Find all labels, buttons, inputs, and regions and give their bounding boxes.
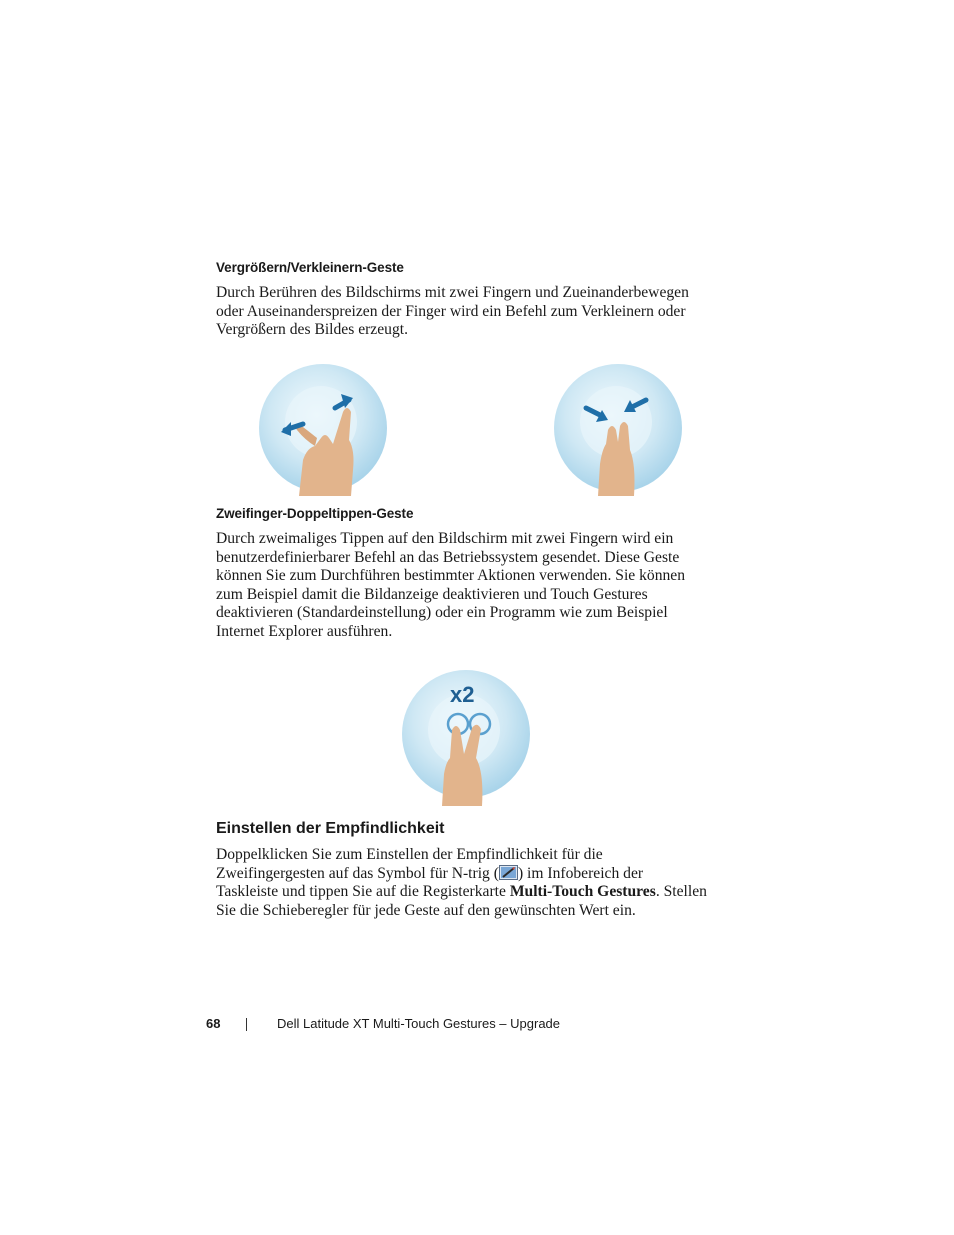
text-line: Sie die Schieberegler für jede Geste auf den gewünschten Wert ein.	[216, 901, 636, 919]
heading-zoom-gesture: Vergrößern/Verkleinern-Geste	[216, 260, 404, 275]
text-fragment: . Stellen	[655, 883, 707, 901]
text-line: Vergrößern des Bildes erzeugt.	[216, 321, 408, 339]
text-line: benutzerdefinierbarer Befehl an das Betriebssystem gesendet. Diese Geste	[216, 548, 680, 566]
double-tap-gesture-icon	[398, 666, 534, 806]
footer-divider	[246, 1018, 247, 1031]
paragraph-double-tap-gesture	[216, 530, 716, 642]
footer-title: Dell Latitude XT Multi-Touch Gestures – Upgrade	[277, 1016, 561, 1031]
paragraph-zoom-gesture	[216, 284, 716, 340]
text-line: oder Auseinanderspreizen der Finger wird ein Befehl zum Verkleinern oder	[216, 302, 686, 320]
text-line	[216, 865, 716, 884]
text-fragment: ) im Infobereich der	[517, 864, 644, 882]
double-tap-label: x2	[450, 682, 475, 707]
text-line: Durch zweimaliges Tippen auf den Bildschirm mit zwei Fingern wird ein	[216, 530, 674, 547]
text-line: Durch Berühren des Bildschirms mit zwei Fingern und Zueinanderbewegen	[216, 284, 689, 301]
ntrig-tray-icon	[499, 865, 518, 880]
text-line: deaktivieren (Standardeinstellung) oder ein Programm wie zum Beispiel	[216, 604, 668, 622]
text-line: zum Beispiel damit die Bildanzeige deaktivieren und Touch Gestures	[216, 585, 648, 603]
heading-double-tap-gesture: Zweifinger-Doppeltippen-Geste	[216, 506, 414, 521]
spread-gesture-icon	[255, 360, 391, 496]
text-fragment: Zweifingergesten auf das Symbol für N-trig (	[216, 864, 499, 882]
pinch-gesture-icon	[550, 360, 686, 496]
heading-sensitivity: Einstellen der Empfindlichkeit	[216, 820, 445, 837]
text-line	[216, 883, 716, 902]
page-number: 68	[206, 1016, 221, 1031]
text-fragment: Taskleiste und tippen Sie auf die Registerkarte	[216, 883, 510, 901]
text-line: Doppelklicken Sie zum Einstellen der Empfindlichkeit für die	[216, 846, 603, 863]
text-line: können Sie zum Durchführen bestimmter Aktionen verwenden. Sie können	[216, 567, 685, 585]
paragraph-sensitivity	[216, 846, 716, 920]
tab-name-multi-touch-gestures: Multi-Touch Gestures	[509, 883, 656, 901]
text-line: Internet Explorer ausführen.	[216, 622, 393, 640]
